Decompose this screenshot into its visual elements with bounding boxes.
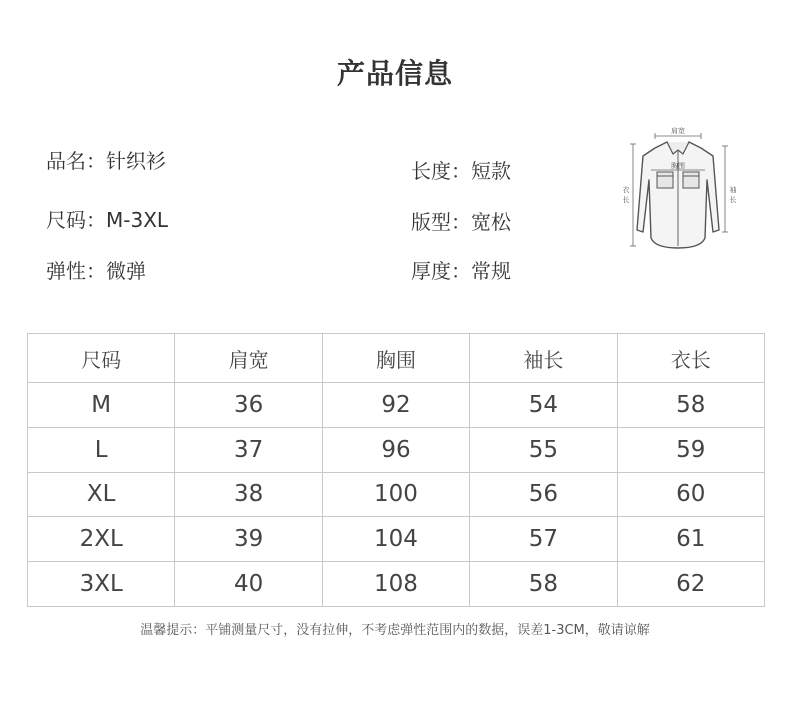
table-row — [28, 517, 765, 562]
table-cell: 61 — [617, 517, 764, 562]
table-cell: 2XL — [28, 517, 175, 562]
table-cell: L — [28, 427, 175, 472]
table-cell: 39 — [175, 517, 322, 562]
svg-text:袖: 袖 — [729, 186, 737, 194]
table-row — [28, 383, 765, 428]
table-cell: 62 — [617, 562, 764, 607]
table-cell: 57 — [470, 517, 617, 562]
table-cell: 60 — [617, 472, 764, 517]
page-title: 产品信息 — [336, 57, 453, 90]
table-cell: 54 — [470, 383, 617, 428]
header-length: 衣长 — [617, 334, 764, 383]
table-row — [28, 472, 765, 517]
table-cell: 37 — [175, 427, 322, 472]
header-shoulder: 肩宽 — [175, 334, 322, 383]
table-row — [28, 562, 765, 607]
info-elasticity-label: 弹性： — [46, 259, 106, 283]
header-chest: 胸围 — [322, 334, 469, 383]
table-cell: XL — [28, 472, 175, 517]
table-cell: 38 — [175, 472, 322, 517]
table-cell: 104 — [322, 517, 469, 562]
table-cell: 3XL — [28, 562, 175, 607]
measurement-note: 温馨提示：平铺测量尺寸，没有拉伸，不考虑弹性范围内的数据，误差1-3CM，敬请谅解 — [140, 623, 650, 638]
info-elasticity — [46, 255, 146, 284]
table-cell: 58 — [617, 383, 764, 428]
table-cell: 92 — [322, 383, 469, 428]
info-name — [46, 145, 166, 174]
shoulder-label: 肩宽 — [671, 127, 685, 135]
info-thickness-label: 厚度： — [411, 259, 471, 283]
info-size-value: M-3XL — [106, 208, 169, 232]
info-fit-value: 宽松 — [471, 210, 511, 234]
info-thickness — [411, 255, 511, 284]
info-elasticity-value: 微弹 — [106, 259, 146, 283]
info-fit-label: 版型： — [411, 210, 471, 234]
info-length-label: 长度： — [411, 159, 471, 183]
info-size — [46, 204, 168, 233]
svg-text:长: 长 — [729, 196, 737, 204]
table-cell: 108 — [322, 562, 469, 607]
info-name-value: 针织衫 — [106, 149, 166, 173]
table-cell: 100 — [322, 472, 469, 517]
info-fit — [411, 206, 511, 235]
table-cell: 40 — [175, 562, 322, 607]
table-cell: 96 — [322, 427, 469, 472]
size-table — [27, 333, 765, 607]
info-name-label: 品名： — [46, 149, 106, 173]
table-cell: M — [28, 383, 175, 428]
shirt-measurement-diagram — [615, 120, 745, 265]
chest-label: 胸围 — [671, 162, 685, 170]
table-cell: 36 — [175, 383, 322, 428]
info-length — [411, 155, 511, 184]
header-size: 尺码 — [28, 334, 175, 383]
table-header-row — [28, 334, 765, 383]
table-cell: 55 — [470, 427, 617, 472]
table-cell: 59 — [617, 427, 764, 472]
info-size-label: 尺码： — [46, 208, 106, 232]
svg-text:衣: 衣 — [622, 186, 630, 194]
info-thickness-value: 常规 — [471, 259, 511, 283]
table-cell: 56 — [470, 472, 617, 517]
info-length-value: 短款 — [471, 159, 511, 183]
table-cell: 58 — [470, 562, 617, 607]
header-sleeve: 袖长 — [470, 334, 617, 383]
svg-text:长: 长 — [622, 196, 630, 204]
table-row — [28, 427, 765, 472]
